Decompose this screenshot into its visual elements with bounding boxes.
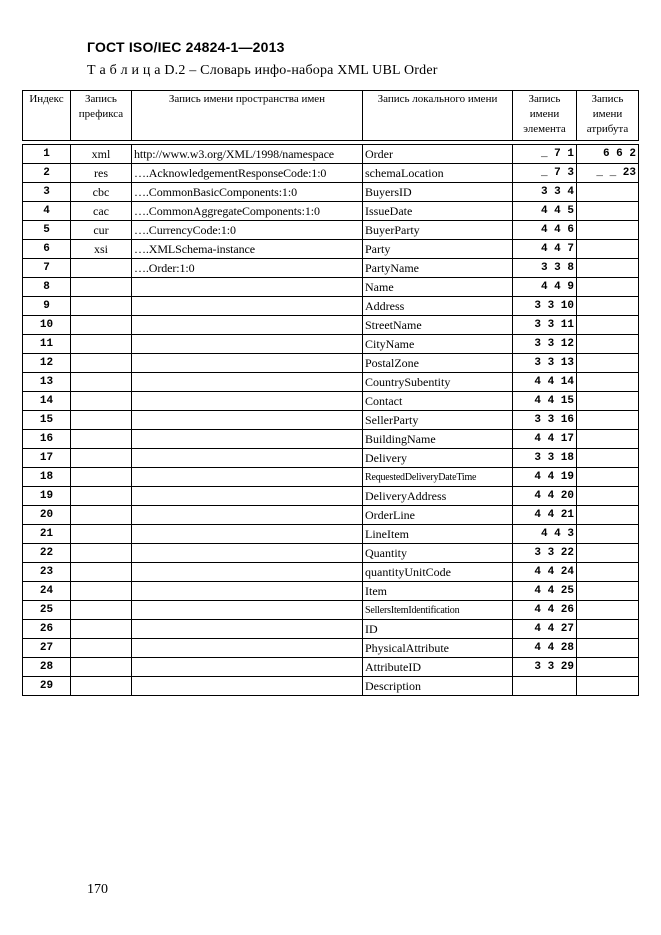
cell-prefix: xml bbox=[71, 145, 132, 164]
col-header-local-name: Запись локального имени bbox=[363, 91, 513, 141]
cell-prefix: res bbox=[71, 164, 132, 183]
cell-index: 4 bbox=[23, 202, 71, 221]
cell-index: 19 bbox=[23, 487, 71, 506]
cell-prefix bbox=[71, 297, 132, 316]
cell-index: 8 bbox=[23, 278, 71, 297]
cell-attribute-name bbox=[577, 373, 639, 392]
cell-element-name bbox=[513, 677, 577, 696]
table-row bbox=[23, 392, 639, 411]
cell-index: 7 bbox=[23, 259, 71, 278]
cell-attribute-name bbox=[577, 525, 639, 544]
cell-index: 2 bbox=[23, 164, 71, 183]
cell-attribute-name bbox=[577, 411, 639, 430]
cell-attribute-name: 6 6 2 bbox=[577, 145, 639, 164]
cell-namespace bbox=[132, 563, 363, 582]
cell-index: 11 bbox=[23, 335, 71, 354]
table-body bbox=[23, 145, 639, 696]
cell-local-name: CountrySubentity bbox=[363, 373, 513, 392]
cell-attribute-name bbox=[577, 449, 639, 468]
table-row bbox=[23, 202, 639, 221]
cell-namespace bbox=[132, 544, 363, 563]
cell-prefix bbox=[71, 354, 132, 373]
cell-element-name: 4 4 28 bbox=[513, 639, 577, 658]
cell-local-name: Name bbox=[363, 278, 513, 297]
cell-prefix bbox=[71, 582, 132, 601]
cell-attribute-name bbox=[577, 335, 639, 354]
table-row bbox=[23, 449, 639, 468]
cell-local-name: SellersItemIdentification bbox=[363, 601, 513, 620]
table-row bbox=[23, 221, 639, 240]
table-row bbox=[23, 544, 639, 563]
cell-attribute-name bbox=[577, 392, 639, 411]
cell-namespace bbox=[132, 392, 363, 411]
cell-attribute-name bbox=[577, 677, 639, 696]
cell-prefix bbox=[71, 563, 132, 582]
table-row bbox=[23, 259, 639, 278]
cell-attribute-name bbox=[577, 506, 639, 525]
cell-element-name: 3 3 13 bbox=[513, 354, 577, 373]
col-header-index: Индекс bbox=[23, 91, 71, 141]
cell-prefix bbox=[71, 506, 132, 525]
cell-local-name: BuildingName bbox=[363, 430, 513, 449]
cell-namespace bbox=[132, 373, 363, 392]
cell-prefix bbox=[71, 259, 132, 278]
cell-element-name: 4 4 5 bbox=[513, 202, 577, 221]
cell-attribute-name bbox=[577, 259, 639, 278]
cell-local-name: schemaLocation bbox=[363, 164, 513, 183]
cell-attribute-name bbox=[577, 297, 639, 316]
cell-namespace bbox=[132, 278, 363, 297]
cell-namespace bbox=[132, 582, 363, 601]
cell-namespace: ….XMLSchema-instance bbox=[132, 240, 363, 259]
cell-attribute-name bbox=[577, 240, 639, 259]
cell-element-name: 3 3 8 bbox=[513, 259, 577, 278]
cell-prefix bbox=[71, 677, 132, 696]
cell-namespace bbox=[132, 468, 363, 487]
table-caption: Т а б л и ц а D.2 – Словарь инфо-набора XML UBL Order bbox=[87, 63, 438, 78]
cell-namespace bbox=[132, 411, 363, 430]
table-row bbox=[23, 240, 639, 259]
cell-element-name: 3 3 18 bbox=[513, 449, 577, 468]
cell-local-name: StreetName bbox=[363, 316, 513, 335]
cell-index: 6 bbox=[23, 240, 71, 259]
cell-index: 10 bbox=[23, 316, 71, 335]
cell-index: 29 bbox=[23, 677, 71, 696]
cell-element-name: 4 4 17 bbox=[513, 430, 577, 449]
table-row bbox=[23, 468, 639, 487]
table-row bbox=[23, 164, 639, 183]
cell-element-name: 4 4 25 bbox=[513, 582, 577, 601]
cell-index: 5 bbox=[23, 221, 71, 240]
cell-local-name: Party bbox=[363, 240, 513, 259]
cell-element-name: 4 4 24 bbox=[513, 563, 577, 582]
cell-namespace: ….CommonBasicComponents:1:0 bbox=[132, 183, 363, 202]
cell-namespace bbox=[132, 487, 363, 506]
table-row bbox=[23, 145, 639, 164]
page-number: 170 bbox=[87, 882, 108, 897]
cell-attribute-name bbox=[577, 183, 639, 202]
table-row bbox=[23, 354, 639, 373]
cell-namespace bbox=[132, 297, 363, 316]
table-row bbox=[23, 430, 639, 449]
cell-local-name: Contact bbox=[363, 392, 513, 411]
cell-local-name: PartyName bbox=[363, 259, 513, 278]
cell-prefix bbox=[71, 449, 132, 468]
cell-namespace: ….CurrencyCode:1:0 bbox=[132, 221, 363, 240]
cell-namespace bbox=[132, 639, 363, 658]
cell-index: 25 bbox=[23, 601, 71, 620]
cell-element-name: 3 3 4 bbox=[513, 183, 577, 202]
cell-element-name: 4 4 14 bbox=[513, 373, 577, 392]
cell-element-name: 4 4 27 bbox=[513, 620, 577, 639]
cell-local-name: quantityUnitCode bbox=[363, 563, 513, 582]
cell-local-name: ID bbox=[363, 620, 513, 639]
cell-element-name: _ 7 3 bbox=[513, 164, 577, 183]
cell-prefix bbox=[71, 411, 132, 430]
table-row bbox=[23, 373, 639, 392]
cell-element-name: 4 4 9 bbox=[513, 278, 577, 297]
cell-attribute-name bbox=[577, 354, 639, 373]
cell-index: 1 bbox=[23, 145, 71, 164]
table-row bbox=[23, 677, 639, 696]
cell-attribute-name bbox=[577, 430, 639, 449]
cell-element-name: 3 3 29 bbox=[513, 658, 577, 677]
cell-namespace bbox=[132, 316, 363, 335]
cell-attribute-name bbox=[577, 278, 639, 297]
cell-index: 28 bbox=[23, 658, 71, 677]
cell-local-name: Item bbox=[363, 582, 513, 601]
cell-prefix bbox=[71, 430, 132, 449]
cell-local-name: RequestedDeliveryDateTime bbox=[363, 468, 513, 487]
cell-local-name: BuyerParty bbox=[363, 221, 513, 240]
cell-local-name: Quantity bbox=[363, 544, 513, 563]
cell-local-name: PhysicalAttribute bbox=[363, 639, 513, 658]
cell-attribute-name bbox=[577, 544, 639, 563]
col-header-attribute-name: Запись имени атрибута bbox=[577, 91, 639, 141]
table-row bbox=[23, 658, 639, 677]
cell-local-name: DeliveryAddress bbox=[363, 487, 513, 506]
table-row bbox=[23, 278, 639, 297]
cell-attribute-name bbox=[577, 316, 639, 335]
col-header-prefix: Запись префикса bbox=[71, 91, 132, 141]
standard-designation: ГОСТ ISO/IEC 24824-1—2013 bbox=[87, 39, 285, 55]
cell-index: 13 bbox=[23, 373, 71, 392]
cell-prefix: cac bbox=[71, 202, 132, 221]
cell-index: 16 bbox=[23, 430, 71, 449]
cell-local-name: PostalZone bbox=[363, 354, 513, 373]
cell-index: 18 bbox=[23, 468, 71, 487]
table-header-row bbox=[23, 91, 639, 141]
cell-element-name: 4 4 21 bbox=[513, 506, 577, 525]
table-row bbox=[23, 582, 639, 601]
cell-prefix bbox=[71, 487, 132, 506]
cell-prefix bbox=[71, 392, 132, 411]
cell-local-name: IssueDate bbox=[363, 202, 513, 221]
cell-namespace bbox=[132, 354, 363, 373]
cell-prefix: cbc bbox=[71, 183, 132, 202]
cell-namespace bbox=[132, 677, 363, 696]
cell-local-name: Address bbox=[363, 297, 513, 316]
cell-namespace: ….CommonAggregateComponents:1:0 bbox=[132, 202, 363, 221]
cell-index: 26 bbox=[23, 620, 71, 639]
cell-attribute-name bbox=[577, 487, 639, 506]
cell-element-name: 4 4 19 bbox=[513, 468, 577, 487]
cell-index: 21 bbox=[23, 525, 71, 544]
table-row bbox=[23, 183, 639, 202]
cell-index: 3 bbox=[23, 183, 71, 202]
cell-attribute-name bbox=[577, 601, 639, 620]
cell-namespace: ….Order:1:0 bbox=[132, 259, 363, 278]
table-row bbox=[23, 639, 639, 658]
cell-attribute-name bbox=[577, 563, 639, 582]
cell-attribute-name bbox=[577, 582, 639, 601]
table-row bbox=[23, 297, 639, 316]
cell-element-name: 4 4 7 bbox=[513, 240, 577, 259]
cell-namespace bbox=[132, 658, 363, 677]
cell-local-name: LineItem bbox=[363, 525, 513, 544]
table-row bbox=[23, 316, 639, 335]
cell-prefix bbox=[71, 544, 132, 563]
cell-element-name: 4 4 6 bbox=[513, 221, 577, 240]
cell-namespace: ….AcknowledgementResponseCode:1:0 bbox=[132, 164, 363, 183]
cell-index: 22 bbox=[23, 544, 71, 563]
table-row bbox=[23, 620, 639, 639]
col-header-namespace: Запись имени пространства имен bbox=[132, 91, 363, 141]
cell-prefix bbox=[71, 525, 132, 544]
table-row bbox=[23, 506, 639, 525]
cell-index: 12 bbox=[23, 354, 71, 373]
cell-attribute-name bbox=[577, 639, 639, 658]
col-header-element-name: Запись имени элемента bbox=[513, 91, 577, 141]
cell-local-name: SellerParty bbox=[363, 411, 513, 430]
cell-prefix bbox=[71, 639, 132, 658]
cell-prefix: xsi bbox=[71, 240, 132, 259]
cell-local-name: Delivery bbox=[363, 449, 513, 468]
cell-namespace bbox=[132, 601, 363, 620]
cell-prefix bbox=[71, 601, 132, 620]
cell-namespace bbox=[132, 430, 363, 449]
cell-element-name: 4 4 26 bbox=[513, 601, 577, 620]
cell-prefix bbox=[71, 468, 132, 487]
cell-local-name: OrderLine bbox=[363, 506, 513, 525]
cell-namespace bbox=[132, 525, 363, 544]
cell-element-name: 4 4 15 bbox=[513, 392, 577, 411]
cell-prefix bbox=[71, 316, 132, 335]
cell-local-name: AttributeID bbox=[363, 658, 513, 677]
cell-local-name: Description bbox=[363, 677, 513, 696]
cell-attribute-name bbox=[577, 221, 639, 240]
cell-element-name: 4 4 3 bbox=[513, 525, 577, 544]
cell-attribute-name: _ _ 23 bbox=[577, 164, 639, 183]
table-row bbox=[23, 335, 639, 354]
cell-namespace bbox=[132, 449, 363, 468]
cell-prefix: cur bbox=[71, 221, 132, 240]
cell-prefix bbox=[71, 278, 132, 297]
cell-element-name: _ 7 1 bbox=[513, 145, 577, 164]
table-row bbox=[23, 411, 639, 430]
cell-element-name: 3 3 22 bbox=[513, 544, 577, 563]
cell-index: 24 bbox=[23, 582, 71, 601]
ubl-order-dictionary-table bbox=[22, 90, 639, 696]
cell-namespace bbox=[132, 506, 363, 525]
cell-element-name: 3 3 12 bbox=[513, 335, 577, 354]
cell-attribute-name bbox=[577, 658, 639, 677]
cell-element-name: 3 3 10 bbox=[513, 297, 577, 316]
cell-local-name: CityName bbox=[363, 335, 513, 354]
cell-element-name: 3 3 11 bbox=[513, 316, 577, 335]
cell-namespace bbox=[132, 335, 363, 354]
cell-element-name: 4 4 20 bbox=[513, 487, 577, 506]
cell-attribute-name bbox=[577, 202, 639, 221]
cell-prefix bbox=[71, 658, 132, 677]
cell-index: 23 bbox=[23, 563, 71, 582]
cell-prefix bbox=[71, 620, 132, 639]
cell-namespace bbox=[132, 620, 363, 639]
cell-attribute-name bbox=[577, 620, 639, 639]
cell-prefix bbox=[71, 373, 132, 392]
table-row bbox=[23, 487, 639, 506]
cell-prefix bbox=[71, 335, 132, 354]
cell-index: 14 bbox=[23, 392, 71, 411]
cell-index: 17 bbox=[23, 449, 71, 468]
cell-local-name: Order bbox=[363, 145, 513, 164]
table-row bbox=[23, 601, 639, 620]
cell-namespace: http://www.w3.org/XML/1998/namespace bbox=[132, 145, 363, 164]
cell-element-name: 3 3 16 bbox=[513, 411, 577, 430]
cell-index: 15 bbox=[23, 411, 71, 430]
cell-attribute-name bbox=[577, 468, 639, 487]
cell-index: 20 bbox=[23, 506, 71, 525]
table-row bbox=[23, 563, 639, 582]
cell-index: 9 bbox=[23, 297, 71, 316]
table-row bbox=[23, 525, 639, 544]
cell-local-name: BuyersID bbox=[363, 183, 513, 202]
cell-index: 27 bbox=[23, 639, 71, 658]
